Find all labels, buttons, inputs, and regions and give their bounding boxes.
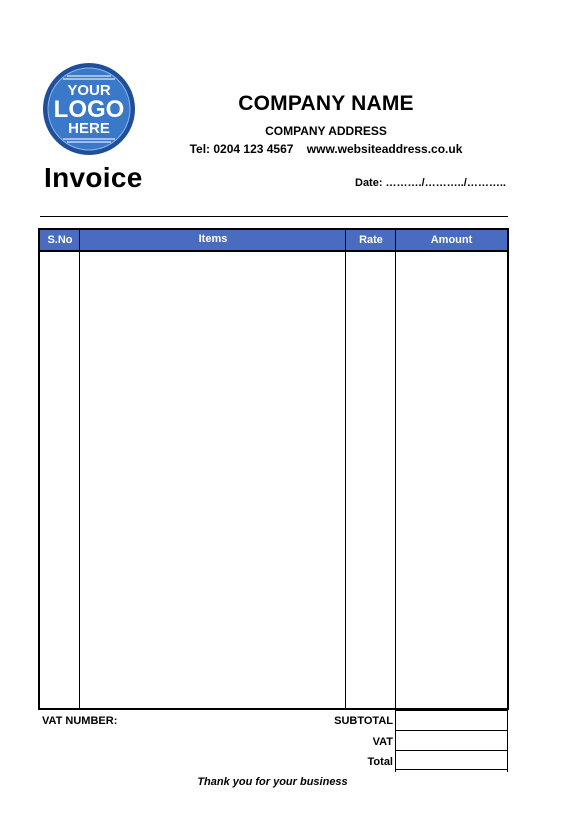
logo-text-line2: LOGO (53, 96, 125, 123)
items-table (38, 228, 509, 710)
company-address: COMPANY ADDRESS (265, 124, 387, 138)
column-header-rate: Rate (346, 230, 396, 252)
column-header-items: Items (80, 230, 346, 252)
column-header-sno: S.No (40, 230, 80, 252)
totals-divider (396, 769, 507, 770)
column-divider (395, 230, 396, 708)
vat-number-label: VAT NUMBER: (42, 715, 118, 727)
total-label: Total (367, 756, 393, 768)
totals-box[interactable] (395, 710, 508, 772)
vat-label: VAT (372, 736, 393, 748)
logo-text-line1: YOUR (67, 82, 111, 99)
totals-divider (396, 750, 507, 751)
column-divider (345, 230, 346, 708)
invoice-title: Invoice (44, 162, 143, 193)
column-header-amount: Amount (396, 230, 507, 252)
company-name: COMPANY NAME (238, 92, 414, 115)
totals-divider (396, 710, 507, 711)
date-field[interactable]: Date: ………./………../……….. (355, 177, 506, 189)
thank-you-note: Thank you for your business (197, 776, 348, 788)
logo-text-line3: HERE (68, 120, 110, 137)
company-contact: Tel: 0204 123 4567 www.websiteaddress.co.uk (189, 142, 463, 156)
subtotal-label: SUBTOTAL (334, 715, 393, 727)
totals-divider (396, 730, 507, 731)
logo-badge-icon (42, 62, 136, 156)
header-divider (40, 216, 508, 217)
column-divider (79, 230, 80, 708)
